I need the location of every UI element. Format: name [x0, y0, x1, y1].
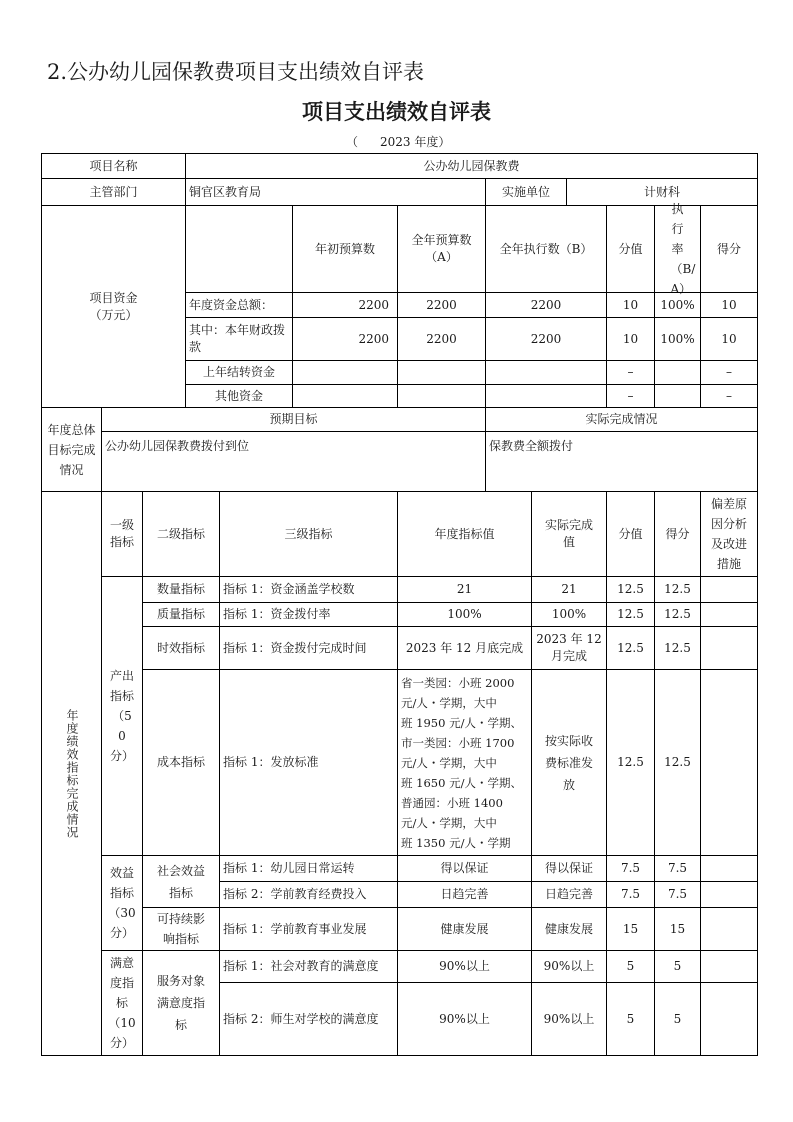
satisfaction-value: 5 — [606, 950, 655, 983]
project-name-value: 公办幼儿园保教费 — [185, 153, 758, 179]
ind-header-target: 年度指标值 — [397, 491, 532, 577]
goals-expected-header: 预期目标 — [101, 407, 486, 432]
goals-actual-header: 实际完成情况 — [485, 407, 758, 432]
fund-row-annual: 2200 — [397, 317, 486, 361]
output-value: 12.5 — [606, 669, 655, 856]
benefit-score: 7.5 — [654, 855, 701, 882]
fund-row-exec — [485, 360, 607, 385]
satisfaction-level3: 指标 1：社会对教育的满意度 — [219, 950, 398, 983]
benefit-indicator-label: 效益指标（30分） — [101, 855, 143, 951]
benefit-score: 7.5 — [654, 881, 701, 908]
section-title: 2.公办幼儿园保教费项目支出绩效自评表 — [47, 60, 425, 84]
output-deviation — [700, 576, 758, 603]
fund-row-label: 上年结转资金 — [185, 360, 293, 385]
fund-row-value: – — [606, 360, 655, 385]
output-level3: 指标 1：资金拨付率 — [219, 602, 398, 627]
satisfaction-score: 5 — [654, 982, 701, 1056]
ind-header-level1: 一级 指标 — [101, 491, 143, 577]
benefit-value: 7.5 — [606, 855, 655, 882]
benefit-level3: 指标 1：学前教育事业发展 — [219, 907, 398, 951]
output-level2: 质量指标 — [142, 602, 220, 627]
output-deviation — [700, 669, 758, 856]
benefit-value: 7.5 — [606, 881, 655, 908]
fund-row-initial — [292, 384, 398, 408]
benefit-deviation — [700, 881, 758, 908]
fund-row-rate: 100% — [654, 292, 701, 318]
ind-header-level3: 三级指标 — [219, 491, 398, 577]
benefit-target: 得以保证 — [397, 855, 532, 882]
benefit-actual: 健康发展 — [531, 907, 607, 951]
ind-header-value: 分值 — [606, 491, 655, 577]
satisfaction-actual: 90%以上 — [531, 982, 607, 1056]
funds-header-score: 得分 — [700, 205, 758, 293]
ind-header-deviation: 偏差原因分析及改进措施 — [700, 491, 758, 577]
funds-header-rate: 执行率 （B/A） — [654, 205, 701, 293]
fund-row-rate — [654, 384, 701, 408]
fund-row-value: 10 — [606, 292, 655, 318]
funds-header-exec: 全年执行数（B） — [485, 205, 607, 293]
benefit-score: 15 — [654, 907, 701, 951]
output-level3: 指标 1：资金拨付完成时间 — [219, 626, 398, 670]
fund-row-annual — [397, 360, 486, 385]
output-deviation — [700, 602, 758, 627]
goals-group-label: 年度总体目标完成情况 — [41, 407, 102, 492]
benefit-level3: 指标 2：学前教育经费投入 — [219, 881, 398, 908]
output-indicator-label: 产出指标（50分） — [101, 576, 143, 856]
fund-row-annual: 2200 — [397, 292, 486, 318]
dept-label: 主管部门 — [41, 178, 186, 206]
fund-row-rate: 100% — [654, 317, 701, 361]
output-level3: 指标 1：发放标准 — [219, 669, 398, 856]
fund-row-initial — [292, 360, 398, 385]
benefit-actual: 日趋完善 — [531, 881, 607, 908]
output-level2: 成本指标 — [142, 669, 220, 856]
satisfaction-deviation — [700, 982, 758, 1056]
social-benefit-label: 社会效益 指标 — [142, 855, 220, 908]
funds-group-label: 项目资金 （万元） — [41, 205, 186, 408]
satisfaction-value: 5 — [606, 982, 655, 1056]
fund-row-score: – — [700, 384, 758, 408]
dept-value: 铜官区教育局 — [185, 178, 486, 206]
output-level2: 时效指标 — [142, 626, 220, 670]
doc-title: 项目支出绩效自评表 — [302, 100, 491, 124]
benefit-deviation — [700, 855, 758, 882]
output-score: 12.5 — [654, 669, 701, 856]
output-target: 2023 年 12 月底完成 — [397, 626, 532, 670]
fund-row-label: 其中：本年财政拨款 — [185, 317, 293, 361]
funds-header-initial: 年初预算数 — [292, 205, 398, 293]
benefit-level3: 指标 1：幼儿园日常运转 — [219, 855, 398, 882]
funds-header-annual: 全年预算数 （A） — [397, 205, 486, 293]
output-value: 12.5 — [606, 602, 655, 627]
year-paren-left: （ — [346, 135, 359, 149]
fund-row-initial: 2200 — [292, 317, 398, 361]
fund-row-label: 年度资金总额： — [185, 292, 293, 318]
fund-row-score: – — [700, 360, 758, 385]
output-actual: 21 — [531, 576, 607, 603]
output-target: 省一类园：小班 2000 元/人・学期，大中 班 1950 元/人・学期、 市一类园：小班 1700 元/人・学期，大中 班 1650 元/人・学期、 普通园：小班 1400 元/人・学期，大中 班 1350 元/人・学期 — [397, 669, 532, 856]
output-actual: 按实际收 费标准发 放 — [531, 669, 607, 856]
goals-expected-value: 公办幼儿园保教费拨付到位 — [101, 431, 486, 492]
fund-row-score: 10 — [700, 292, 758, 318]
service-satisfaction-label: 服务对象 满意度指 标 — [142, 950, 220, 1056]
fund-row-value: – — [606, 384, 655, 408]
ind-header-score: 得分 — [654, 491, 701, 577]
fund-row-rate — [654, 360, 701, 385]
output-value: 12.5 — [606, 626, 655, 670]
benefit-value: 15 — [606, 907, 655, 951]
output-score: 12.5 — [654, 626, 701, 670]
indicators-group-label: 年度绩效指标完成情况 — [41, 491, 102, 1056]
ind-header-actual: 实际完成 值 — [531, 491, 607, 577]
benefit-deviation — [700, 907, 758, 951]
output-score: 12.5 — [654, 602, 701, 627]
benefit-target: 健康发展 — [397, 907, 532, 951]
benefit-actual: 得以保证 — [531, 855, 607, 882]
goals-actual-value: 保教费全额拨付 — [485, 431, 758, 492]
unit-value: 计财科 — [566, 178, 758, 206]
satisfaction-target: 90%以上 — [397, 950, 532, 983]
satisfaction-indicator-label: 满意度指标（10分） — [101, 950, 143, 1056]
output-actual: 2023 年 12 月完成 — [531, 626, 607, 670]
satisfaction-deviation — [700, 950, 758, 983]
satisfaction-score: 5 — [654, 950, 701, 983]
fund-row-exec: 2200 — [485, 317, 607, 361]
output-target: 100% — [397, 602, 532, 627]
year-text: 2023 年度） — [380, 135, 451, 149]
satisfaction-target: 90%以上 — [397, 982, 532, 1056]
output-actual: 100% — [531, 602, 607, 627]
fund-row-score: 10 — [700, 317, 758, 361]
output-target: 21 — [397, 576, 532, 603]
satisfaction-level3: 指标 2：师生对学校的满意度 — [219, 982, 398, 1056]
fund-row-annual — [397, 384, 486, 408]
funds-header-value: 分值 — [606, 205, 655, 293]
output-value: 12.5 — [606, 576, 655, 603]
funds-header-blank — [185, 205, 293, 293]
fund-row-value: 10 — [606, 317, 655, 361]
output-level3: 指标 1：资金涵盖学校数 — [219, 576, 398, 603]
output-score: 12.5 — [654, 576, 701, 603]
satisfaction-actual: 90%以上 — [531, 950, 607, 983]
unit-label: 实施单位 — [485, 178, 567, 206]
sustain-benefit-label: 可持续影 响指标 — [142, 907, 220, 951]
fund-row-initial: 2200 — [292, 292, 398, 318]
ind-header-level2: 二级指标 — [142, 491, 220, 577]
fund-row-label: 其他资金 — [185, 384, 293, 408]
output-level2: 数量指标 — [142, 576, 220, 603]
fund-row-exec — [485, 384, 607, 408]
fund-row-exec: 2200 — [485, 292, 607, 318]
benefit-target: 日趋完善 — [397, 881, 532, 908]
output-deviation — [700, 626, 758, 670]
project-name-label: 项目名称 — [41, 153, 186, 179]
